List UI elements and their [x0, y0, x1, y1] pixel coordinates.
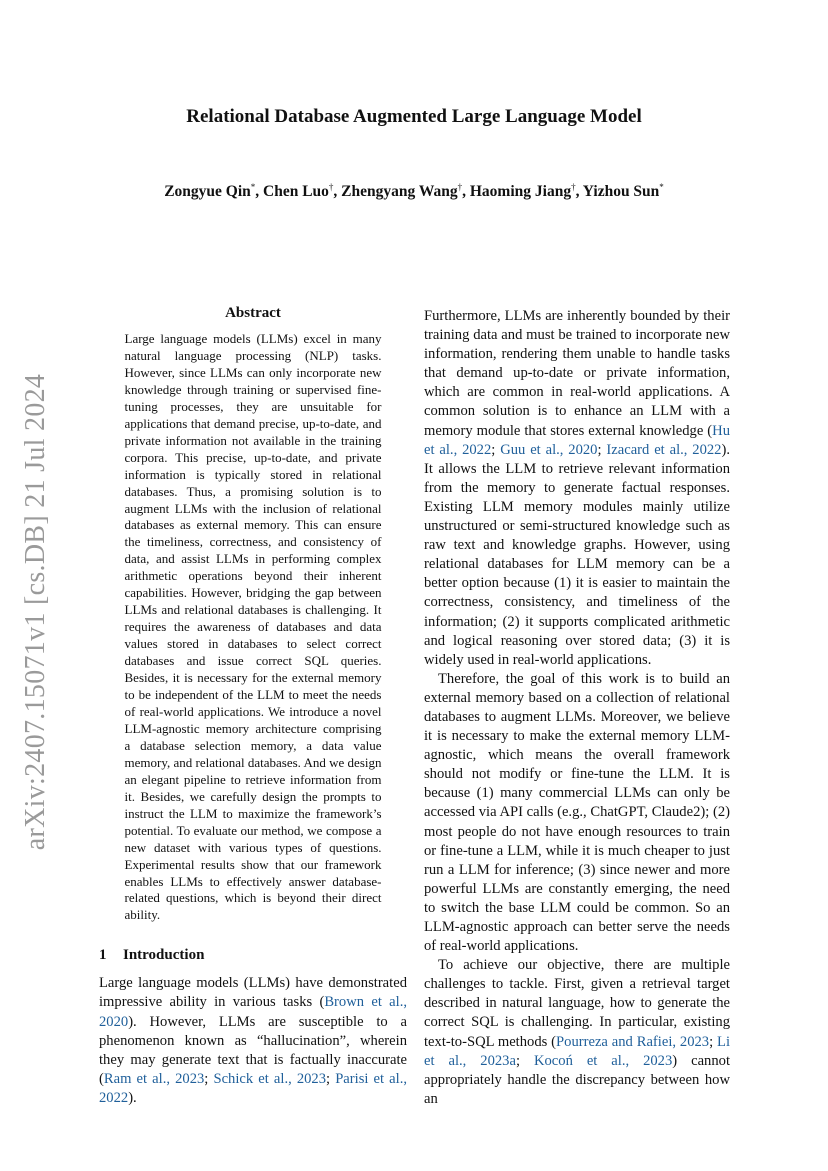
- citation-link[interactable]: Li et al., 2023a: [424, 1033, 731, 1069]
- paragraph-text: ) cannot appropriately handle the discrepancy between how an: [424, 1052, 730, 1107]
- citation-link[interactable]: Guu et al., 2020: [500, 441, 598, 458]
- paragraph-text: ;: [597, 441, 607, 458]
- author-name: Yizhou Sun: [582, 183, 660, 200]
- author-list: Zongyue Qin*, Chen Luo†, Zhengyang Wang†, Haoming Jiang†, Yizhou Sun*: [164, 182, 664, 200]
- section-number: 1: [99, 947, 107, 964]
- citation-link[interactable]: Parisi et al., 2022: [99, 1070, 407, 1106]
- paragraph-text: ;: [709, 1033, 718, 1050]
- citation-link[interactable]: Hu et al., 2022: [424, 422, 730, 458]
- paragraph-text: ).: [128, 1089, 137, 1106]
- intro-paragraph-2: [424, 307, 730, 670]
- citation-link[interactable]: Kocoń et al., 2023: [533, 1052, 673, 1069]
- abstract-text: Large language models (LLMs) excel in many natural language processing (NLP) tasks. However, since LLMs can only incorporate new knowledge through training or supervised fine-tuning processes, they are unsuitable for applications that demand precise, up-to-date, and private information not available in the training corpora. This precise, up-to-date, and private information is typically stored in relational databases. Thus, a promising solution is to augment LLMs with the inclusion of relational databases as external memory. This can ensure the timeliness, correctness, and consistency of data, and assist LLMs in performing complex arithmetic operations beyond their inherent capabilities. However, bridging the gap between LLMs and relational databases is challenging. It requires the awareness of databases and data values stored in databases to select correct databases and issue correct SQL queries. Besides, it is necessary for the external memory to be independent of the LLM to meet the needs of real-world applications. We introduce a novel LLM-agnostic memory architecture comprising a database selection memory, a data value memory, and relational databases. And we design an elegant pipeline to retrieve information from it. Besides, we carefully design the prompts to instruct the LLM to maximize the framework’s potential. To evaluate our method, we compose a new dataset with various types of questions. Experimental results show that our framework enables LLMs to effectively answer database-related questions, which is beyond their direct ability.: [124, 331, 382, 923]
- right-column: [424, 307, 730, 1109]
- intro-paragraph-4: [424, 956, 730, 1109]
- citation-link[interactable]: Izacard et al., 2022: [606, 441, 722, 458]
- citation-link[interactable]: Schick et al., 2023: [213, 1070, 327, 1087]
- citation-link[interactable]: Pourreza and Rafiei, 2023: [556, 1033, 710, 1050]
- affiliation-mark: *: [250, 182, 256, 192]
- intro-paragraph-3: Therefore, the goal of this work is to build an external memory based on a collection of relational databases to augment LLMs. Moreover, we believe it is necessary to make the external memory LLM-agnostic, which means the overall framework should not modify or fine-tune the LLM. It is because (1) many commercial LLMs can only be accessed via API calls (e.g., ChatGPT, Claude2); (2) most people do not have enough resources to train or fine-tune a LLM, while it is much cheaper to just run a LLM for inference; (3) since newer and more powerful LLMs are constantly emerging, the need to switch the base LLM could be common. So an LLM-agnostic approach can better serve the needs of real-world applications.: [424, 670, 730, 955]
- author-name: Haoming Jiang: [469, 183, 572, 200]
- citation-link[interactable]: Ram et al., 2023: [103, 1070, 205, 1087]
- affiliation-mark: †: [571, 182, 576, 192]
- arxiv-identifier-stamp: [14, 372, 58, 852]
- intro-paragraph-1: [99, 974, 407, 1108]
- paragraph-text: ;: [326, 1070, 336, 1087]
- section-heading: [99, 947, 407, 964]
- affiliation-mark: *: [659, 182, 664, 192]
- arxiv-id-text: arXiv:2407.15071v1 [cs.DB] 21 Jul 2024: [20, 373, 52, 851]
- paper-title: Relational Database Augmented Large Language Model: [186, 106, 642, 127]
- abstract-heading: Abstract: [225, 305, 281, 321]
- paragraph-text: ;: [515, 1052, 534, 1069]
- paragraph-text: ). However, LLMs are susceptible to a phenomenon known as “hallucination”, wherein they may generate text that is factually inaccurate (: [99, 1013, 407, 1087]
- paragraph-text: To achieve our objective, there are multiple challenges to tackle. First, given a retrieval target described in natural language, how to generate the correct SQL is challenging. In particular, existing text-to-SQL methods (: [424, 957, 730, 1050]
- paragraph-text: Furthermore, LLMs are inherently bounded by their training data and must be trained to incorporate new information, rendering them unable to handle tasks that demand up-to-date or private information, which are common in real-world applications. A common solution is to enhance an LLM with a memory module that stores external knowledge (: [424, 308, 730, 439]
- author-name: Zongyue Qin: [164, 183, 251, 200]
- paragraph-text: ;: [491, 441, 501, 458]
- author-name: Zhengyang Wang: [341, 183, 458, 200]
- author-name: Chen Luo: [263, 183, 329, 200]
- left-column: [99, 305, 407, 1108]
- section-title: Introduction: [123, 947, 205, 964]
- affiliation-mark: †: [457, 182, 463, 192]
- paragraph-text: Large language models (LLMs) have demonstrated impressive ability in various tasks (: [99, 975, 407, 1011]
- citation-link[interactable]: Brown et al., 2020: [99, 994, 407, 1030]
- affiliation-mark: †: [328, 182, 334, 192]
- paragraph-text: ). It allows the LLM to retrieve relevant information from the memory to generate factual responses. Existing LLM memory modules mainly utilize unstructured or semi-structured knowledge such as raw text and knowledge graphs. However, using relational databases for LLM memory can be a better option because (1) it is easier to maintain the correctness, consistency, and timeliness of the information; (2) it supports complicated arithmetic and logical reasoning over stored data; (3) it is widely used in real-world applications.: [424, 441, 730, 668]
- paragraph-text: ;: [204, 1070, 214, 1087]
